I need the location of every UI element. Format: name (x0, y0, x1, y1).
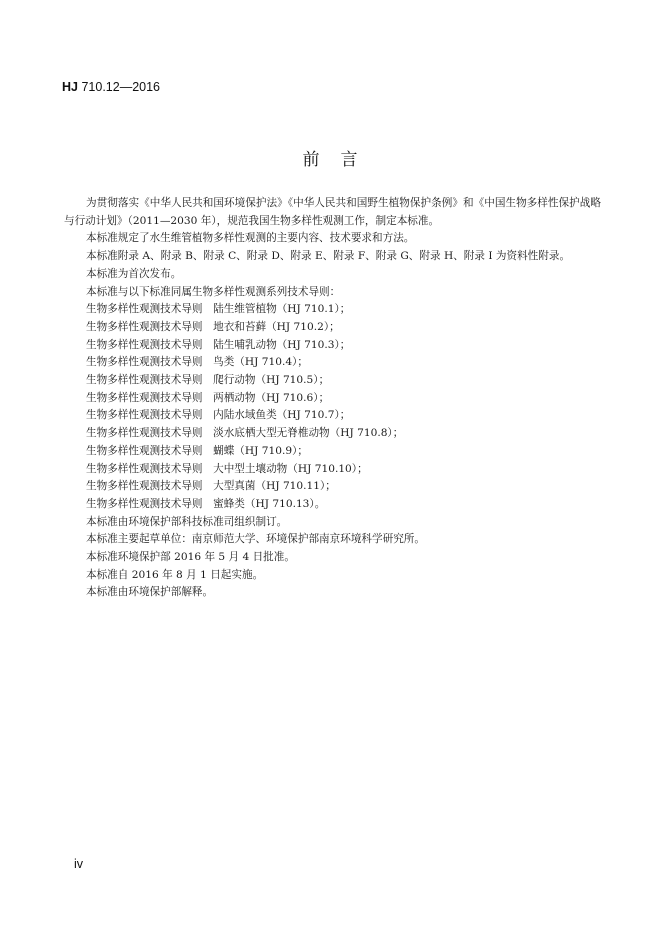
standard-code-number: 710.12—2016 (77, 80, 160, 94)
series-item: 生物多样性观测技术导则 鸟类（HJ 710.4）； (86, 356, 308, 369)
series-item: 生物多样性观测技术导则 内陆水域鱼类（HJ 710.7）； (86, 409, 351, 422)
series-item: 生物多样性观测技术导则 爬行动物（HJ 710.5）； (86, 374, 330, 387)
paragraph-series-intro: 本标准与以下标准同属生物多样性观测系列技术导则： (86, 285, 341, 298)
paragraph-first-release: 本标准为首次发布。 (86, 267, 182, 280)
standard-code-prefix: HJ (62, 80, 78, 94)
series-item: 生物多样性观测技术导则 蝴蝶（HJ 710.9）； (86, 444, 308, 457)
paragraph-approval-date: 本标准环境保护部 2016 年 5 月 4 日批准。 (86, 551, 295, 564)
series-item: 生物多样性观测技术导则 大中型土壤动物（HJ 710.10）； (86, 462, 368, 475)
page-number: iv (74, 857, 84, 871)
preface-body (64, 195, 601, 602)
series-item: 生物多样性观测技术导则 陆生维管植物（HJ 710.1）； (86, 303, 351, 316)
paragraph-purpose: 为贯彻落实《中华人民共和国环境保护法》《中华人民共和国野生植物保护条例》和《中国生物多样性保护战略与行动计划》（2011—2030 年），规范我国生物多样性观测工作，制定本标准。 (64, 197, 601, 227)
paragraph-organizer: 本标准由环境保护部科技标准司组织制订。 (86, 515, 288, 528)
paragraph-appendices: 本标准附录 A、附录 B、附录 C、附录 D、附录 E、附录 F、附录 G、附录 H、附录 I 为资料性附录。 (86, 250, 571, 263)
paragraph-interpretation: 本标准由环境保护部解释。 (86, 586, 214, 599)
series-item: 生物多样性观测技术导则 陆生哺乳动物（HJ 710.3）； (86, 338, 351, 351)
series-item: 生物多样性观测技术导则 淡水底栖大型无脊椎动物（HJ 710.8）； (86, 427, 404, 440)
paragraph-effective-date: 本标准自 2016 年 8 月 1 日起实施。 (86, 568, 264, 581)
series-item: 生物多样性观测技术导则 蜜蜂类（HJ 710.13）。 (86, 497, 326, 510)
series-item: 生物多样性观测技术导则 两栖动物（HJ 710.6）； (86, 391, 330, 404)
series-item: 生物多样性观测技术导则 地衣和苔藓（HJ 710.2）； (86, 320, 340, 333)
page-title: 前 言 (302, 150, 360, 170)
paragraph-drafting-units: 本标准主要起草单位：南京师范大学、环境保护部南京环境科学研究所。 (86, 533, 425, 546)
standard-code-header (62, 80, 160, 94)
series-item: 生物多样性观测技术导则 大型真菌（HJ 710.11）； (86, 480, 336, 493)
paragraph-scope: 本标准规定了水生维管植物多样性观测的主要内容、技术要求和方法。 (86, 232, 415, 245)
